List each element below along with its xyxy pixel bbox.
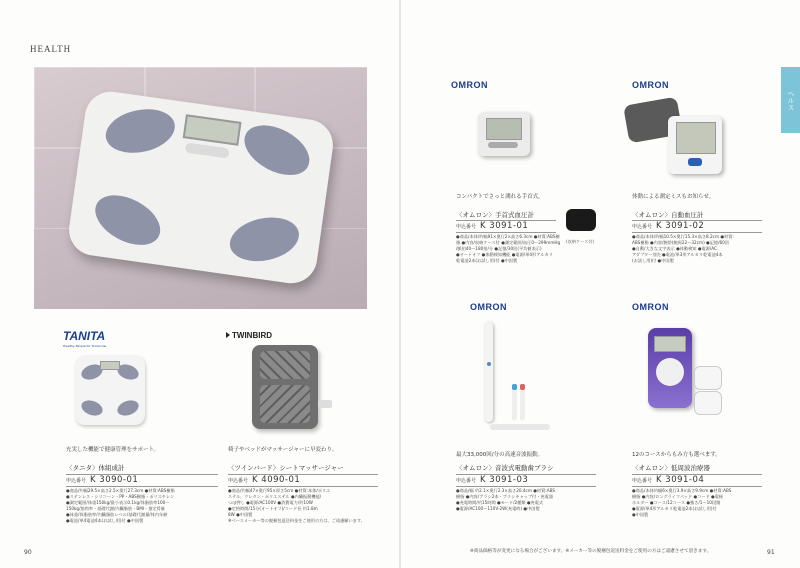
spec-line: 樹脂 ●内容/ブラシ2本・ブラシキャップ付・充電器	[456, 494, 553, 499]
spec-line: ●ステンレス・シリコーン・PP・ABS樹脂・ポリスチレン	[66, 494, 175, 499]
upper-arm-bp-image	[668, 116, 722, 174]
brush-head	[520, 384, 525, 420]
code-label: 申込番号	[632, 224, 653, 230]
spec-line: ●商品/約幅47×奥行95×厚さ5cm ●材質:本体/ポリエ	[228, 488, 331, 493]
massager-seat	[260, 385, 310, 423]
tagline: 12のコースからもみ方も選べます。	[632, 452, 721, 458]
foot-pad	[236, 115, 318, 185]
lcd-display	[654, 336, 686, 352]
wrist-bp-image	[478, 112, 530, 156]
spec-line: ●体重/体脂肪率/内臓脂肪レベル/基礎代謝量/体内年齢	[66, 512, 168, 517]
twinbird-mark-icon	[226, 332, 230, 338]
case-label: (収納ケース付)	[566, 239, 595, 244]
seat-massager-image	[252, 345, 318, 429]
spec-line: ●定格時間/15分(オートオフ)/コード長 約1.8m	[228, 506, 318, 511]
product-title: 〈ツインバード〉シートマッサージャー	[228, 464, 344, 472]
spec-line: ●電源/AC100〜110V-2W(充電時) ●中国製	[456, 506, 540, 511]
foot-pad	[115, 398, 140, 419]
divider	[456, 232, 556, 233]
product-code	[456, 221, 528, 231]
code-value: K 3091-04	[656, 475, 705, 485]
spec-text	[228, 488, 383, 524]
omron-logo: OMRON	[632, 302, 669, 312]
body-scale-image	[66, 88, 337, 286]
footnote: ※商品価格等が変更になる場合がございます。※メーカー等の脱梱包返送料金をご使用の方はご遠慮させて頂きます。	[470, 549, 712, 554]
start-button	[688, 158, 702, 166]
code-value: K 3091-01	[480, 221, 529, 231]
spec-line: ●商品/本体約幅6×奥行3.9×高さ9.9cm ●材質:ABS	[632, 488, 732, 493]
omron-logo: OMRON	[632, 80, 669, 90]
foot-pad	[226, 212, 303, 268]
product-title: 〈タニタ〉体組成計	[66, 464, 125, 472]
spec-text	[632, 234, 777, 264]
tagline: 体動による測定ミスもお知らせ。	[632, 194, 715, 200]
tanita-logo-sub: Healthy People for Tomorrow	[63, 344, 107, 348]
spec-line: ●中国製	[632, 512, 649, 517]
spec-text	[632, 488, 777, 518]
product-code	[228, 475, 300, 485]
foot-pad	[79, 398, 104, 419]
spec-line: 150kg/筋肉率・基礎代謝/内臓脂肪・BMI・推定骨量	[66, 506, 165, 511]
lcd-display	[183, 114, 242, 146]
foot-pad	[102, 103, 179, 159]
product-code	[632, 221, 704, 231]
spec-line: ホルダー ●コース/12コース ●強さ/1〜10段階	[632, 500, 721, 505]
storage-case-image	[566, 209, 596, 231]
code-label: 申込番号	[228, 478, 249, 484]
control-dial	[656, 358, 684, 386]
spec-text	[66, 488, 221, 524]
brush-head	[512, 384, 517, 420]
code-value: K 4090-01	[252, 475, 301, 485]
tagline: 最大33,000回/分の高速音波振動。	[456, 452, 544, 458]
product-title: 〈オムロン〉音波式電動歯ブラシ	[456, 464, 554, 472]
spec-line: ステル、ウレタン・ポリエステル ●内臓振動機能/	[228, 494, 322, 499]
button-row	[488, 142, 518, 148]
spec-line: ※ベースメーカー等の脱梱包返送料金をご使用の方は、ご遠慮願います。	[228, 518, 365, 523]
page-number-right: 91	[767, 549, 775, 556]
divider	[456, 486, 596, 487]
divider	[228, 486, 378, 487]
code-label: 申込番号	[66, 478, 87, 484]
spec-line: ●商品/幅 約2.1×奥行2.3×高さ20.4cm ●材質:ABS	[456, 488, 556, 493]
spec-line: ●商品/約幅29.5×高さ2.5×奥行27.3cm ●材質:ABS樹脂	[66, 488, 175, 493]
spec-line: ●オートオフ ●体動検知機能 ●電源/単4形アルカリ	[456, 252, 553, 257]
spec-line: 乾電池2本(お試し用)付 ●中国製	[456, 258, 518, 263]
twinbird-logo-text: TWINBIRD	[232, 331, 272, 340]
page-number-left: 90	[24, 549, 32, 556]
brush-bristles	[520, 384, 525, 390]
electrode-pad	[694, 391, 722, 415]
spec-line: ●商品/本体/約幅91×奥行2×高さ6.3cm ●材質:ABS樹	[456, 234, 560, 239]
spec-text	[456, 234, 601, 264]
product-title: 〈オムロン〉自動血圧計	[632, 211, 704, 219]
spec-text	[456, 488, 601, 512]
tagline: 椅子やベッドがマッサージャーに早変わり。	[228, 447, 338, 453]
code-value: K 3091-02	[656, 221, 705, 231]
spec-line: ●商品/本体/約幅10.5×奥行15.3×高さ8.2cm ●材質:	[632, 234, 734, 239]
divider	[66, 486, 218, 487]
divider	[632, 486, 762, 487]
side-tab[interactable]: ヘルス	[781, 67, 800, 133]
product-title: 〈オムロン〉低周波治療器	[632, 464, 710, 472]
brush-bristles	[512, 384, 517, 390]
foot-pad	[87, 185, 169, 255]
toothbrush-image	[485, 322, 493, 422]
spec-line: ABS樹脂 ●内容/腕帯(腕周22〜32cm) ●記憶/60回	[632, 240, 729, 245]
twinbird-logo	[226, 331, 272, 340]
code-value: K 3091-03	[480, 475, 529, 485]
code-label: 申込番号	[632, 478, 653, 484]
tanita-logo: TANITA	[63, 329, 106, 343]
code-label: 申込番号	[456, 224, 477, 230]
section-label: HEALTH	[30, 44, 72, 54]
tagline: コンパクトでさっと測れる手首式。	[456, 194, 544, 200]
tens-device-image	[648, 328, 692, 408]
lcd-display	[486, 118, 522, 140]
spec-line: /脈拍40〜180拍/分 ●記憶/30回(平均値表示)	[456, 246, 542, 251]
lcd-display	[100, 361, 120, 370]
product-code	[66, 475, 138, 485]
button-row	[185, 142, 230, 158]
spec-line: 樹脂 ●内容/ロングライフパッド ●コード ●電極	[632, 494, 724, 499]
page-gutter	[399, 0, 401, 568]
spec-line: アダプター別売 ●電池/単3形アルカリ乾電池4本	[632, 252, 723, 257]
spec-line: ●電源/単4形アルカリ乾電池2本(お試し用)付	[632, 506, 717, 511]
remote-control	[318, 400, 332, 408]
hero-photo	[34, 67, 367, 309]
omron-logo: OMRON	[451, 80, 488, 90]
spec-line: ●測定範囲/体重150kg/最小表示0.1kg/体脂肪率100〜	[66, 500, 170, 505]
product-title: 〈オムロン〉手首式血圧計	[456, 211, 534, 219]
charger-base	[490, 424, 550, 430]
electrode-pad	[694, 366, 722, 390]
tanita-scale-image	[75, 355, 145, 425]
spec-line: 8W ●中国製	[228, 512, 253, 517]
spec-line: つぼ押し ●電源/AC100V ●消費電力/約10W	[228, 500, 313, 505]
spec-line: ●自動/大きな文字表示 ●体動検知 ●電源/AC	[632, 246, 717, 251]
massager-back	[260, 351, 310, 379]
omron-logo: OMRON	[470, 302, 507, 312]
code-label: 申込番号	[456, 478, 477, 484]
divider	[632, 232, 762, 233]
tagline: 充実した機能で健康管理をサポート。	[66, 447, 160, 453]
product-code	[456, 475, 528, 485]
spec-line: ●電池/単4電池4本(お試し用)付 ●中国製	[66, 518, 144, 523]
spec-line: 脂 ●内容/収納ケース付 ●測定範囲/血圧0〜299mmHg	[456, 240, 561, 245]
product-code	[632, 475, 704, 485]
power-button	[487, 362, 491, 366]
lcd-display	[676, 122, 716, 154]
spec-line: (お試し用)付 ●中国製	[632, 258, 674, 263]
spec-line: ●充電時間/約15時間 ●モード/2種類 ●充電式	[456, 500, 544, 505]
code-value: K 3090-01	[90, 475, 139, 485]
